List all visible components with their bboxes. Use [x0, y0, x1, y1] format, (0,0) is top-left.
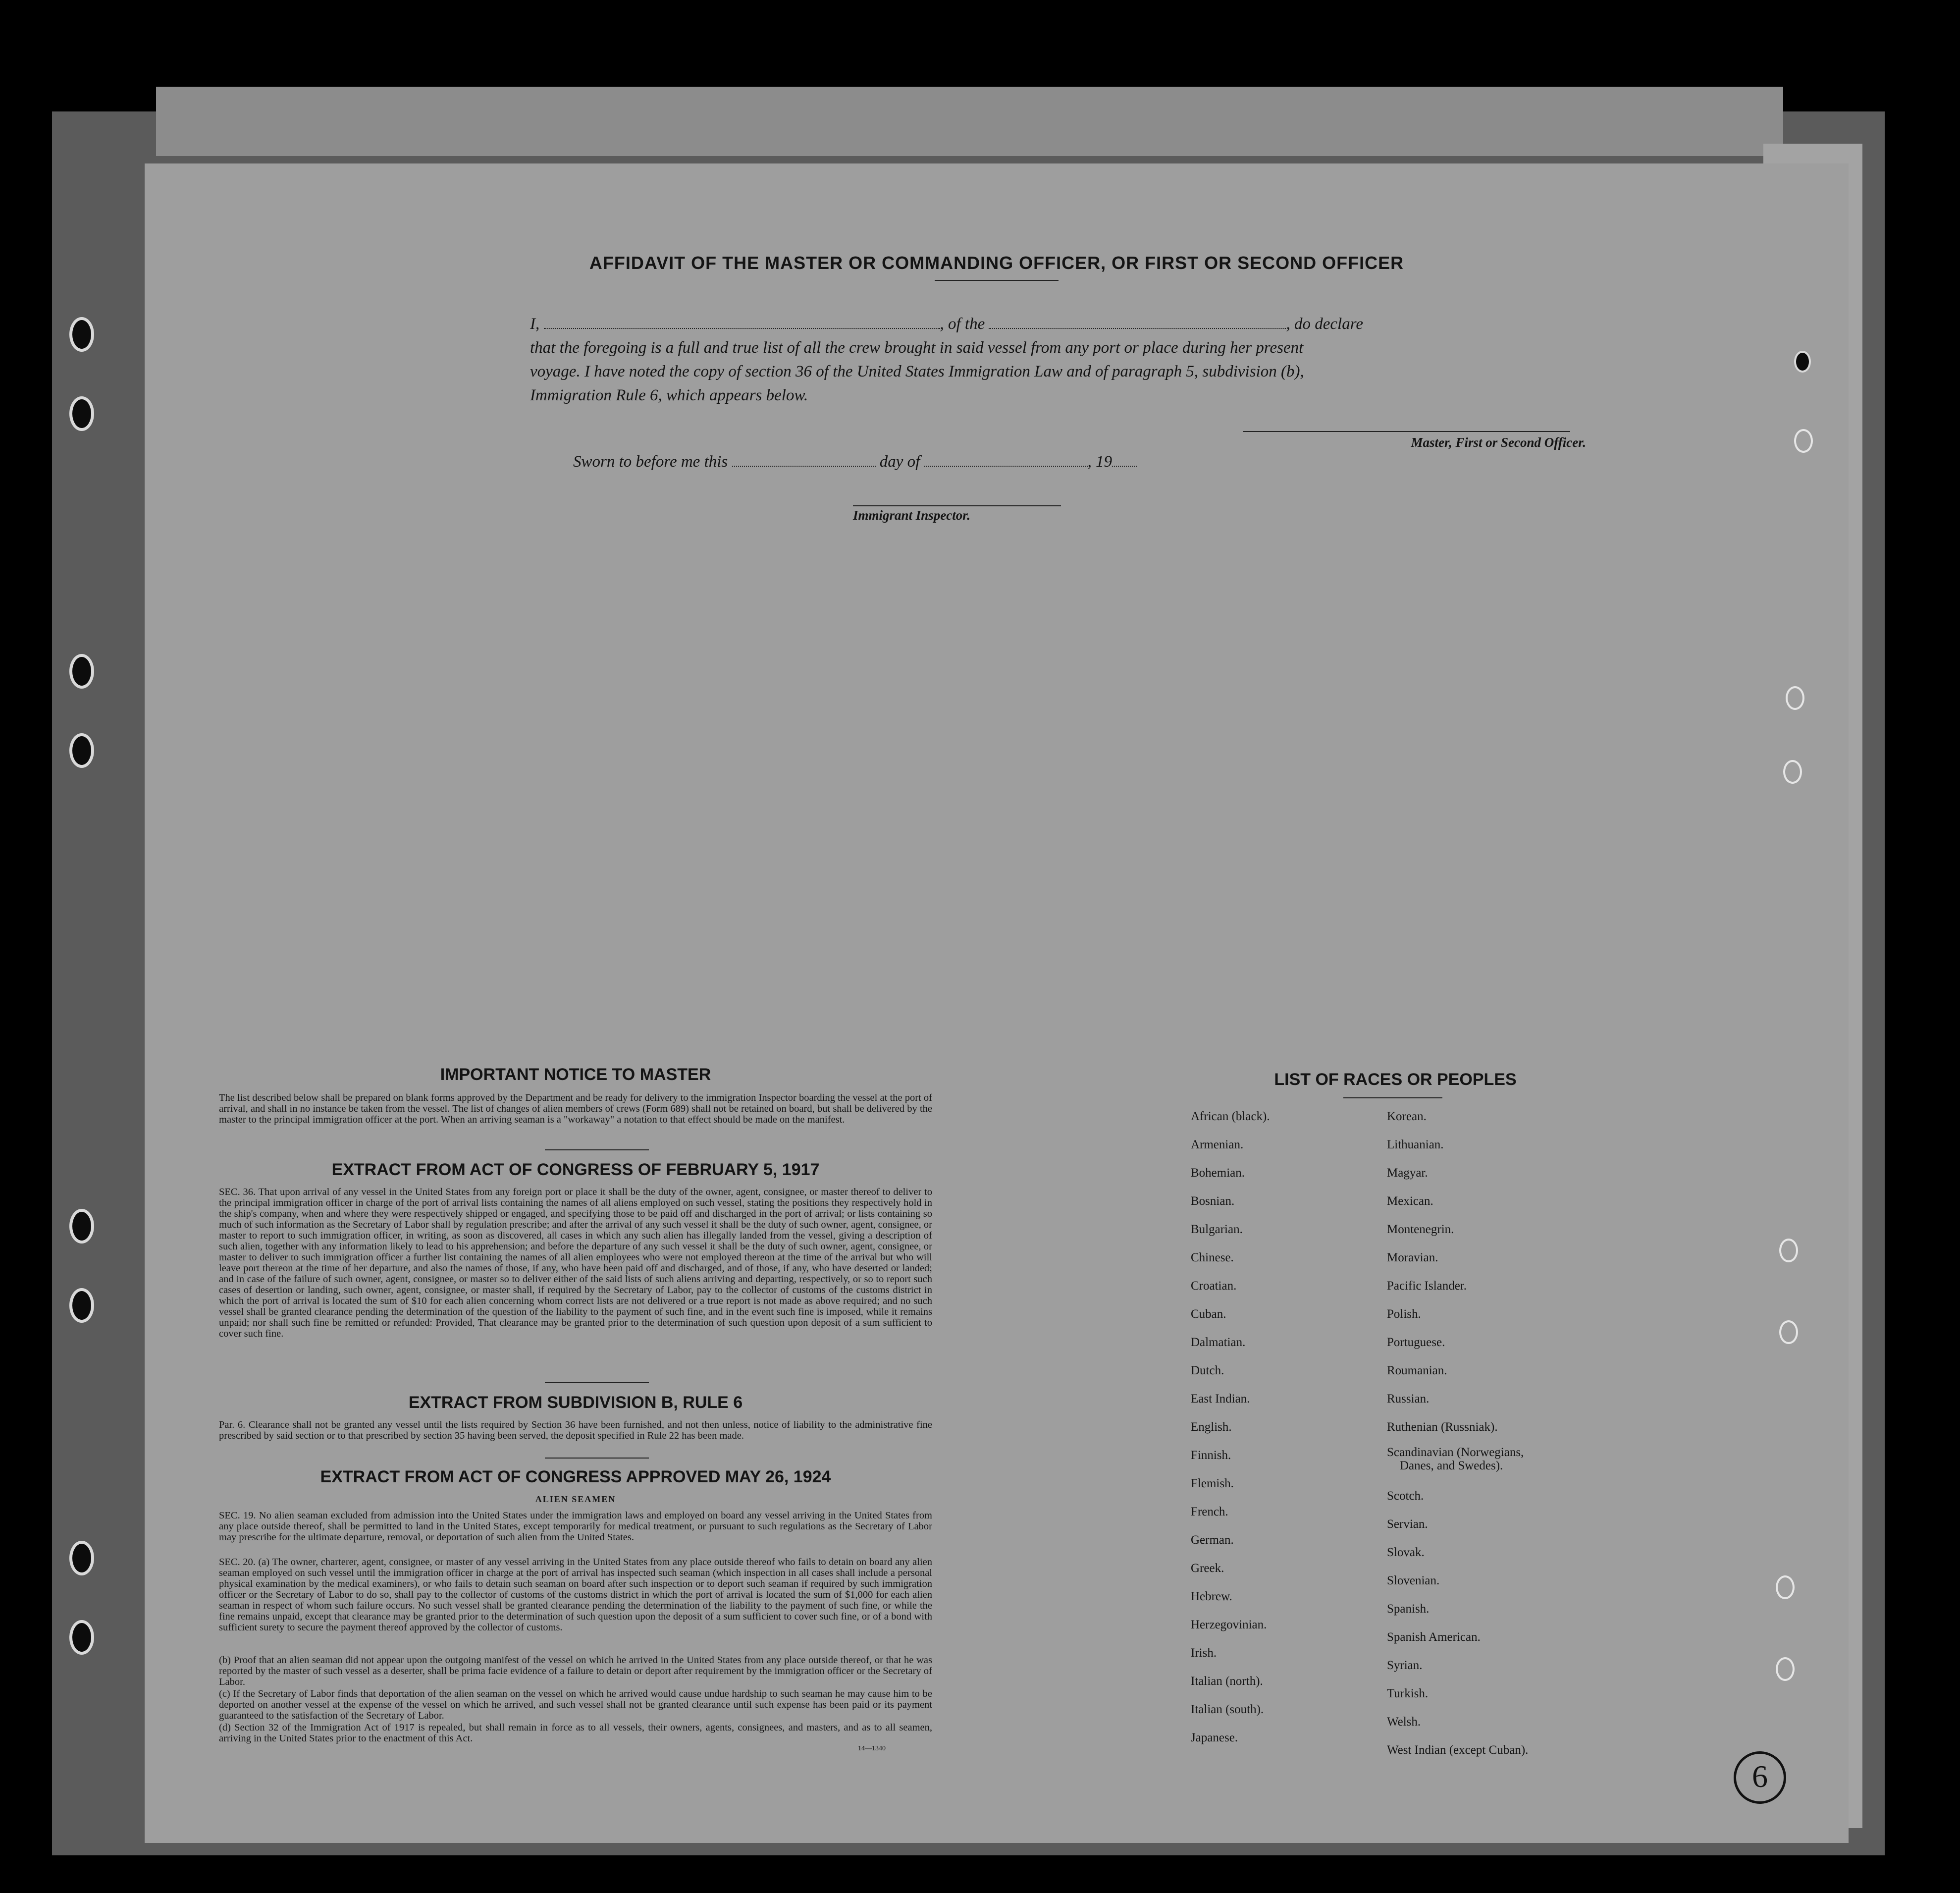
inspector-signature-line[interactable] — [853, 505, 1061, 506]
race-item: Italian (north). — [1191, 1675, 1263, 1688]
race-item: Hebrew. — [1191, 1590, 1232, 1603]
race-item: Lithuanian. — [1387, 1138, 1444, 1151]
extract-1917-heading: EXTRACT FROM ACT OF CONGRESS OF FEBRUARY 5, 1917 — [331, 1160, 820, 1179]
affidavit-line-4: Immigration Rule 6, which appears below. — [530, 386, 808, 404]
race-item: Italian (south). — [1191, 1703, 1264, 1716]
race-item: Dutch. — [1191, 1364, 1224, 1377]
race-item: Mexican. — [1387, 1194, 1433, 1208]
race-item: Ruthenian (Russniak). — [1387, 1420, 1498, 1434]
race-item: Bohemian. — [1191, 1166, 1245, 1180]
inspector-label: Immigrant Inspector. — [853, 508, 971, 523]
affidavit-heading: AFFIDAVIT OF THE MASTER OR COMMANDING OFFICER, OR FIRST OR SECOND OFFICER — [589, 253, 1404, 273]
sworn-line — [573, 451, 1137, 471]
race-item: East Indian. — [1191, 1392, 1250, 1406]
race-item: Irish. — [1191, 1646, 1217, 1660]
binder-hole-icon — [69, 396, 94, 431]
extract-1924-sec20a: SEC. 20. (a) The owner, charterer, agent, consignee, or master of any vessel arriving in the United States from any place outside thereof who fails to detain on board any alien seaman employed on such vessel until the immigration officer in charge at the port of arrival has inspected such seaman (which inspection in all cases shall include a personal physical examination by the medical examiners), or who fails to detain such seaman on board after such inspection or to deport such seaman if required by such immigration officer or the Secretary of Labor to do so, shall pay to the collector of customs of the customs district in which the port of arrival is located the sum of $1,000 for each alien seaman in respect of whom such failure occurs. No such vessel shall be granted clearance pending the determination of the liability to the payment of such fine, or while the fine remains unpaid, except that clearance may be granted prior to the determination of such question upon the deposit of a sum sufficient to cover such fine, or of a bond with sufficient surety to secure the payment thereof approved by the collector of customs. — [219, 1557, 932, 1633]
race-item: Flemish. — [1191, 1477, 1234, 1490]
divider — [545, 1458, 649, 1459]
race-item: Roumanian. — [1387, 1364, 1447, 1377]
punch-hole-icon — [1783, 760, 1802, 784]
divider — [1343, 1097, 1442, 1098]
underlying-sheet-edge — [156, 87, 1783, 156]
race-item: Pacific Islander. — [1387, 1279, 1467, 1293]
race-item: Danes, and Swedes). — [1400, 1459, 1503, 1472]
affidavit-line-2: that the foregoing is a full and true list of all the crew brought in said vessel from any port or place during her present — [530, 339, 1304, 357]
race-item: Finnish. — [1191, 1449, 1231, 1462]
sworn-day-blank[interactable] — [732, 451, 876, 467]
race-item: Russian. — [1387, 1392, 1430, 1406]
race-item: Greek. — [1191, 1562, 1224, 1575]
extract-1917-text: SEC. 36. That upon arrival of any vessel in the United States from any foreign port or place it shall be the duty of the owner, agent, consignee, or master thereof to deliver to the principal immigration officer in charge of the port of arrival lists containing the names of all aliens employed on such vessel, stating the positions they respectively hold in the ship's company, when and where they were respectively shipped or engaged, and specifying those to be paid off and discharged in the port of arrival; or lists containing so much of such information as the Secretary of Labor shall by regulation prescribe; and after the arrival of any such vessel it shall be the duty of such owner, agent, consignee, or master to report to such immigration officer, in writing, as soon as discovered, all cases in which any such alien has illegally landed from the vessel, giving a description of such alien, together with any information likely to lead to his apprehension; and before the departure of any such vessel it shall be the duty of such owner, agent, consignee, or master to deliver to such immigration officer a further list containing the names of all alien employees who were not employed thereon at the time of the arrival but who will leave port thereon at the time of her departure, and also the names of those, if any, who have been paid off and discharged, and of those, if any, who have deserted or landed; and in case of the failure of such owner, agent, consignee, or master so to deliver either of the said lists of such aliens arriving and departing, respectively, or so to report such cases of desertion or landing, such owner, agent, consignee, or master shall, if required by the Secretary of Labor, pay to the collector of customs of the customs district in which the port of arrival is located the sum of $10 for each alien concerning whom correct lists are not delivered or a true report is not made as above required; and no such vessel shall be granted clearance pending the determination of the question of the liability to the payment of such fine, and in the event such fine is imposed, while it remains unpaid; nor shall such fine be remitted or refunded: Provided, That clearance may be granted prior to the determination of such question upon deposit of a sum sufficient to cover such fine. — [219, 1187, 932, 1339]
punch-hole-icon — [1776, 1657, 1795, 1681]
sworn-year-prefix: , 19 — [1087, 453, 1112, 471]
race-item: Moravian. — [1387, 1251, 1438, 1264]
extract-rule6-text: Par. 6. Clearance shall not be granted any vessel until the lists required by Section 36 have been furnished, and not then unless, notice of liability to the administrative fine prescribed by said section or to that prescribed by section 35 having been served, the deposit specified in Rule 22 has been made. — [219, 1419, 932, 1441]
race-item: Welsh. — [1387, 1715, 1421, 1729]
race-item: Scotch. — [1387, 1489, 1424, 1503]
alien-seamen-subheading: ALIEN SEAMEN — [535, 1494, 616, 1504]
signature-label: Master, First or Second Officer. — [1411, 435, 1586, 450]
race-item: Bulgarian. — [1191, 1223, 1243, 1236]
race-item: West Indian (except Cuban). — [1387, 1743, 1529, 1757]
page-mark: 6 — [1734, 1751, 1786, 1804]
race-item: Armenian. — [1191, 1138, 1244, 1151]
race-item: Slovenian. — [1387, 1574, 1440, 1587]
divider — [545, 1382, 649, 1383]
notice-heading: IMPORTANT NOTICE TO MASTER — [440, 1065, 711, 1084]
affidavit-i-label: I, — [530, 315, 540, 333]
binder-hole-icon — [69, 654, 94, 689]
affidavit-of-the: , of the — [940, 315, 985, 333]
divider — [935, 280, 1059, 281]
affidavit-body — [530, 312, 1620, 407]
extract-1924-sec19: SEC. 19. No alien seaman excluded from admission into the United States under the immigration laws and employed on board any vessel arriving in the United States from any place outside thereof, shall be permitted to land in the United States, except temporarily for medical treatment, or pursuant to such regulations as the Secretary of Labor may prescribe for the ultimate departure, removal, or deportation of such alien from the United States. — [219, 1510, 932, 1543]
race-item: German. — [1191, 1533, 1234, 1547]
punch-hole-icon — [1779, 1320, 1798, 1344]
sworn-month-blank[interactable] — [924, 451, 1088, 467]
races-left-column — [1191, 1102, 1270, 1752]
race-item: French. — [1191, 1505, 1228, 1518]
extract-1924-heading: EXTRACT FROM ACT OF CONGRESS APPROVED MAY 26, 1924 — [320, 1467, 831, 1486]
race-item: Dalmatian. — [1191, 1336, 1246, 1349]
race-item: Spanish. — [1387, 1602, 1430, 1616]
sworn-prefix: Sworn to before me this — [573, 453, 728, 471]
binder-hole-icon — [69, 1620, 94, 1655]
race-item: Montenegrin. — [1387, 1223, 1454, 1236]
binder-hole-icon — [69, 1209, 94, 1244]
race-item: Turkish. — [1387, 1687, 1429, 1700]
master-name-blank[interactable] — [544, 313, 940, 329]
punch-hole-icon — [1779, 1239, 1798, 1262]
race-item: Scandinavian (Norwegians, — [1387, 1446, 1524, 1459]
races-heading: LIST OF RACES OR PEOPLES — [1274, 1070, 1517, 1089]
race-item: Croatian. — [1191, 1279, 1237, 1293]
punch-hole-icon — [1794, 429, 1813, 453]
extract-1924-sec20b: (b) Proof that an alien seaman did not appear upon the outgoing manifest of the vessel on which he arrived in the United States from any place outside thereof, or that he was reported by the master of such vessel as a deserter, shall be prima facie evidence of a failure to detain or deport after requirement by the immigration officer or the Secretary of Labor. — [219, 1655, 932, 1687]
signature-line[interactable] — [1243, 431, 1570, 432]
race-item: Slovak. — [1387, 1546, 1425, 1559]
vessel-name-blank[interactable] — [989, 313, 1286, 329]
race-item: Japanese. — [1191, 1731, 1238, 1744]
race-item: Chinese. — [1191, 1251, 1234, 1264]
binder-hole-icon — [69, 733, 94, 768]
divider — [545, 1149, 649, 1150]
race-item: Spanish American. — [1387, 1630, 1481, 1644]
race-item: Polish. — [1387, 1307, 1421, 1321]
notice-text: The list described below shall be prepared on blank forms approved by the Department and be ready for delivery to the immigration Inspector boarding the vessel at the port of arrival, and shall in no instance be taken from the vessel. The list of changes of alien members of crews (Form 689) shall not be retained on board, but shall be delivered by the master to the principal immigration officer at the port. When an arriving seaman is a "workaway" a notation to that effect should be made on the manifest. — [219, 1092, 932, 1125]
sworn-day-of: day of — [879, 453, 920, 471]
affidavit-line-3: voyage. I have noted the copy of section 36 of the United States Immigration Law and of paragraph 5, subdivision (b), — [530, 363, 1304, 380]
binder-hole-icon — [69, 1288, 94, 1323]
punch-hole-icon — [1794, 351, 1811, 373]
races-right-column — [1387, 1102, 1528, 1764]
race-item: Bosnian. — [1191, 1194, 1235, 1208]
punch-hole-icon — [1786, 686, 1804, 710]
race-item: Cuban. — [1191, 1307, 1226, 1321]
binder-hole-icon — [69, 1541, 94, 1575]
race-item: Portuguese. — [1387, 1336, 1445, 1349]
affidavit-do-declare: , do declare — [1286, 315, 1363, 333]
race-item: Korean. — [1387, 1110, 1427, 1123]
race-item: Servian. — [1387, 1517, 1428, 1531]
race-item: Magyar. — [1387, 1166, 1428, 1180]
race-item: African (black). — [1191, 1110, 1270, 1123]
document-page — [145, 163, 1849, 1843]
extract-rule6-heading: EXTRACT FROM SUBDIVISION B, RULE 6 — [408, 1393, 743, 1412]
punch-hole-icon — [1776, 1575, 1795, 1599]
race-item: Herzegovinian. — [1191, 1618, 1267, 1631]
race-item: English. — [1191, 1420, 1232, 1434]
extract-1924-sec20c: (c) If the Secretary of Labor finds that deportation of the alien seaman on the vessel on which he arrived would cause undue hardship to such seaman he may cause him to be deported on another vessel at the expense of the vessel on which he arrived, and such vessel shall not be granted clearance until such expense has been paid or its payment guaranteed to the satisfaction of the Secretary of Labor. — [219, 1688, 932, 1721]
extract-1924-sec20d: (d) Section 32 of the Immigration Act of 1917 is repealed, but shall remain in force as to all vessels, their owners, agents, consignees, and masters, and as to all seamen, arriving in the United States prior to the enactment of this Act. — [219, 1722, 932, 1744]
sworn-year-blank[interactable] — [1112, 451, 1137, 467]
binder-hole-icon — [69, 317, 94, 352]
race-item: Syrian. — [1387, 1659, 1423, 1672]
form-number: 14—1340 — [858, 1745, 886, 1752]
